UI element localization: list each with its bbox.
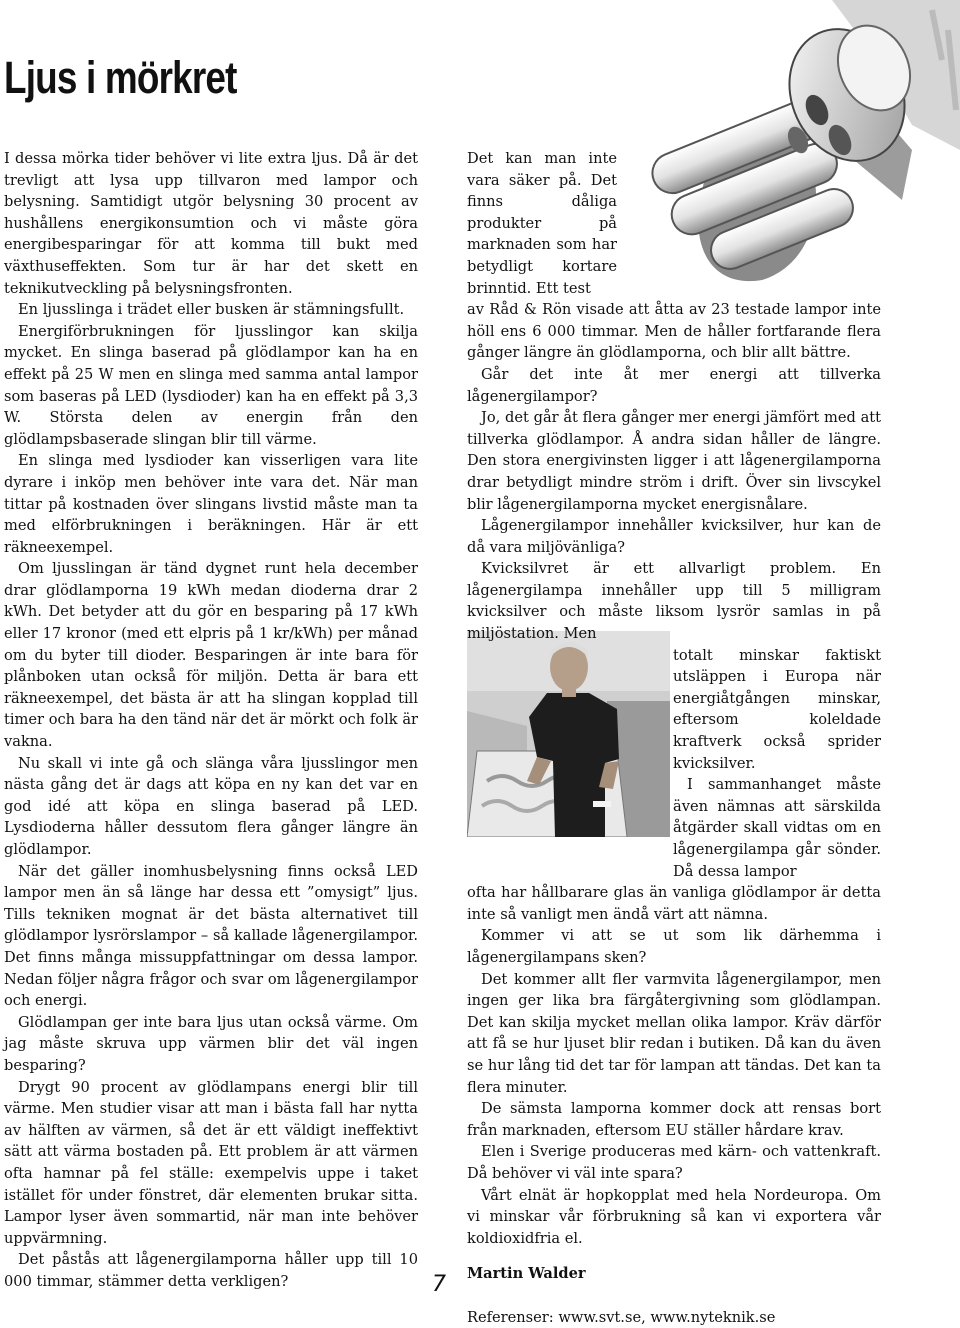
paragraph: Energiförbrukningen för ljusslingor kan skilja mycket. En slinga baserad på glödlampor kan ha en effekt på 25 W men en slinga med samma antal lampor som baseras på LED (lysdioder) kan ha en effekt på 3,3 W. Största delen av energin från den glödlampsbaserade slingan blir till värme. bbox=[4, 322, 418, 448]
paragraph: Lågenergilampor innehåller kvicksilver, hur kan de då vara miljövänliga? bbox=[467, 517, 881, 556]
paragraph-beside-photo: totalt minskar faktiskt utsläppen i Europa när energiåtgången minskar, eftersom koleldade kraftverk också sprider kvicksilver. bbox=[673, 646, 881, 772]
paragraph: ofta har hållbarare glas än vanliga glödlampor är detta inte så vanligt men ändå värt att nämna. bbox=[467, 884, 881, 923]
paragraph: Kvicksilvret är ett allvarligt problem. En lågenergilampa innehåller upp till 5 milligram kvicksilver och måste liksom lysrör samlas in på miljöstation. Men bbox=[467, 560, 881, 643]
article-title: Ljus i mörkret bbox=[4, 52, 237, 103]
paragraph-beside-bulb: Det kan man inte vara säker på. Det finns dåliga produkter på marknaden som har betydligt kortare brinntid. Ett test bbox=[467, 150, 617, 297]
paragraph: Nu skall vi inte gå och slänga våra ljusslingor men nästa gång det är dags att köpa en ny kan det var en god idé att köpa en slinga baserad på LED. Lysdioderna håller dessutom flera gånger längre än glödlampor. bbox=[4, 754, 418, 858]
paragraph: Går det inte åt mer energi att tillverka lågenergilampor? bbox=[467, 365, 881, 405]
references: Referenser: www.svt.se, www.nyteknik.se bbox=[467, 1308, 776, 1326]
paragraph: av Råd & Rön visade att åtta av 23 testade lampor inte höll ens 6 000 timmar. Men de håller fortfarande flera gånger längre än glödlamporna, och blir allt bättre. bbox=[467, 301, 881, 362]
paragraph: Vårt elnät är hopkopplat med hela Nordeuropa. Om vi minskar vår förbrukning så kan vi exportera vår koldioxidfria el. bbox=[467, 1186, 881, 1247]
paragraph: Om ljusslingan är tänd dygnet runt hela december drar glödlamporna 19 kWh medan dioderna drar 2 kWh. Det betyder att du gör en besparing på 17 kWh eller 17 kronor (med ett elpris på 1 kr/kWh) per månad om du byter till dioder. Besparingen är inte bara för plånboken utan också för miljön. Detta är bara ett räkneexempel, det bästa är att ha slingan kopplad till timer och bara ha den tänd när det är mörkt och folk är vakna. bbox=[4, 560, 418, 751]
paragraph: Elen i Sverige produceras med kärn- och vattenkraft. Då behöver vi väl inte spara? bbox=[467, 1143, 881, 1182]
paragraph: En ljusslinga i trädet eller busken är stämningsfullt. bbox=[18, 301, 405, 319]
paragraph: En slinga med lysdioder kan visserligen vara lite dyrare i inköp men behöver inte vara det. När man tittar på kostnaden över slingans livstid måste man ta med elförbrukningen i beräkningen. Här är ett räkneexempel. bbox=[4, 452, 418, 556]
paragraph: I dessa mörka tider behöver vi lite extra ljus. Då är det trevligt att lysa upp tillvaron med lampor och belysning. Samtidigt utgör belysning 30 procent av hushållens energikonsumtion och vi måste göra energibesparingar för att komma till bukt med växthuseffekten. Som tur är har det skett en teknikutveckling på belysningsfronten. bbox=[4, 150, 418, 297]
author-name: Martin Walder bbox=[467, 1265, 586, 1283]
page-number: 7 bbox=[432, 1272, 446, 1297]
paragraph: Jo, det går åt flera gånger mer energi jämfört med att tillverka glödlampor. Å andra sidan håller de längre. Den stora energivinsten ligger i att lågenergilamporna drar betydligt mindre ström i drift. Över sin livscykel blir lågenergilamporna mycket energisnålare. bbox=[467, 409, 881, 513]
paragraph: Det kommer allt fler varmvita lågenergilampor, men ingen ger lika bra färgåtergivning som glödlampan. Det kan skilja mycket mellan olika lampor. Kräv därför att få se hur ljuset blir redan i butiken. Då kan du även se hur lång tid det tar för lampan att tändas. Det kan ta flera minuter. bbox=[467, 970, 881, 1096]
paragraph-beside-photo: I sammanhanget måste även nämnas att särskilda åtgärder skall vidtas om en lågenergilampa går sönder. Då dessa lampor bbox=[673, 776, 881, 880]
left-column bbox=[4, 148, 418, 1292]
paragraph: När det gäller inomhusbelysning finns också LED lampor men än så länge har dessa ett ”omysigt” ljus. Tills tekniken mognat är det bästa alternativet till glödlampor lysrörslampor – så kallade lågenergilampor. Det finns många missuppfattningar om dessa lampor. Nedan följer några frågor och svar om lågenergilampor och energi. bbox=[4, 862, 418, 1010]
paragraph: Drygt 90 procent av glödlampans energi blir till värme. Men studier visar att man i bästa fall har nytta av hälften av värmen, så det är ett väldigt ineffektivt sätt att värma bostaden på. Ett problem är att värmen ofta hamnar på fel ställe: exempelvis uppe i taket istället för under fönstret, där elementen brukar sitta. Lampor lyser även sommartid, när man inte behöver uppvärmning. bbox=[4, 1078, 418, 1247]
paragraph: Glödlampan ger inte bara ljus utan också värme. Om jag måste skruva upp värmen blir det väl ingen besparing? bbox=[4, 1013, 418, 1074]
paragraph: Kommer vi att se ut som lik därhemma i lågenergilampans sken? bbox=[467, 927, 881, 966]
paragraph: Det påstås att lågenergilamporna håller upp till 10 000 timmar, stämmer detta verkligen? bbox=[4, 1251, 418, 1290]
right-column bbox=[467, 148, 881, 1328]
paragraph: De sämsta lamporna kommer dock att rensas bort från marknaden, eftersom EU ställer hårdare krav. bbox=[467, 1100, 881, 1139]
